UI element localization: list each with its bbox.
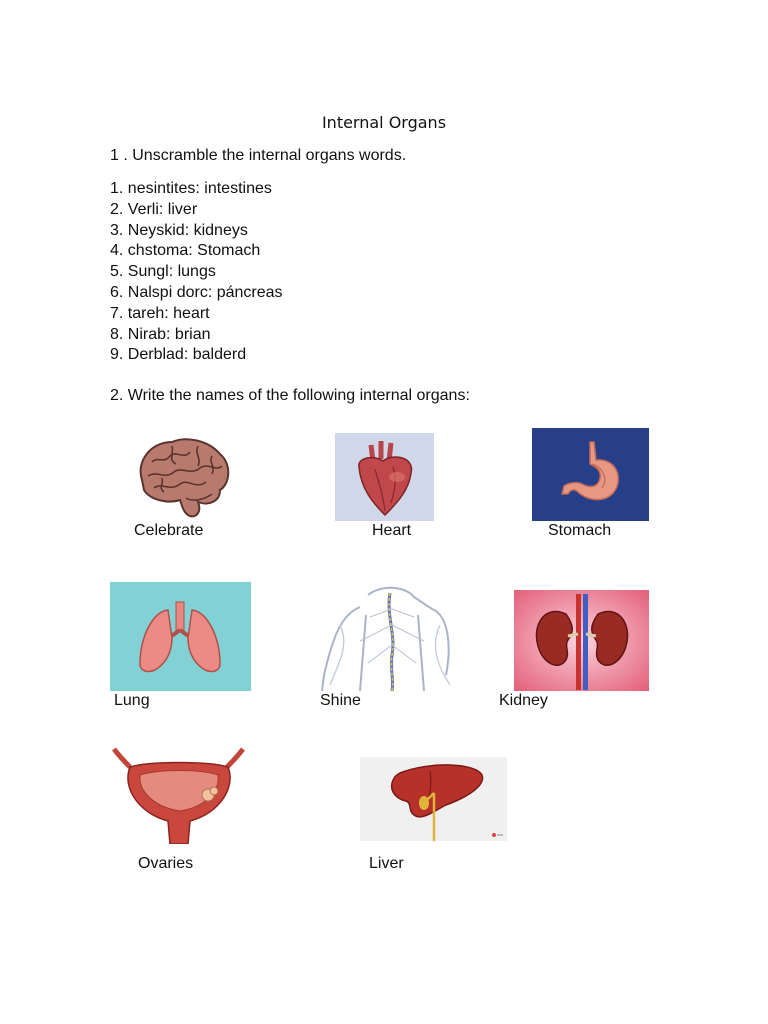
list-item: 2. Verli: liver — [110, 200, 198, 218]
list-item: 5. Sungl: lungs — [110, 263, 216, 281]
question-1: 1 . Unscramble the internal organs words. — [110, 147, 407, 164]
heart-image — [335, 433, 434, 521]
stomach-image — [532, 428, 649, 521]
bladder-image — [110, 747, 247, 844]
list-item: 6. Nalspi dorc: páncreas — [110, 283, 283, 301]
organ-caption: Stomach — [548, 522, 612, 539]
organ-caption: Shine — [320, 692, 361, 709]
list-item: 8. Nirab: brian — [110, 325, 211, 343]
organ-caption: Ovaries — [138, 855, 194, 872]
list-item: 4. chstoma: Stomach — [110, 242, 261, 260]
organ-caption: Liver — [369, 855, 404, 872]
unscramble-list — [110, 179, 283, 366]
organ-caption: Celebrate — [134, 522, 204, 539]
spine-image — [320, 585, 460, 691]
page-title: Internal Organs — [321, 113, 447, 132]
list-item: 7. tareh: heart — [110, 304, 210, 322]
list-item: 1. nesintites: intestines — [110, 180, 272, 197]
lungs-image — [110, 582, 251, 691]
organ-caption: Lung — [114, 692, 150, 709]
list-item: 9. Derblad: balderd — [110, 346, 247, 364]
list-item: 3. Neyskid: kidneys — [110, 221, 248, 239]
liver-image — [360, 757, 507, 841]
organ-caption: Kidney — [499, 692, 548, 709]
organ-caption: Heart — [372, 522, 412, 539]
question-2: 2. Write the names of the following internal organs: — [110, 387, 470, 404]
brain-image — [128, 432, 238, 522]
kidneys-image — [514, 590, 649, 691]
